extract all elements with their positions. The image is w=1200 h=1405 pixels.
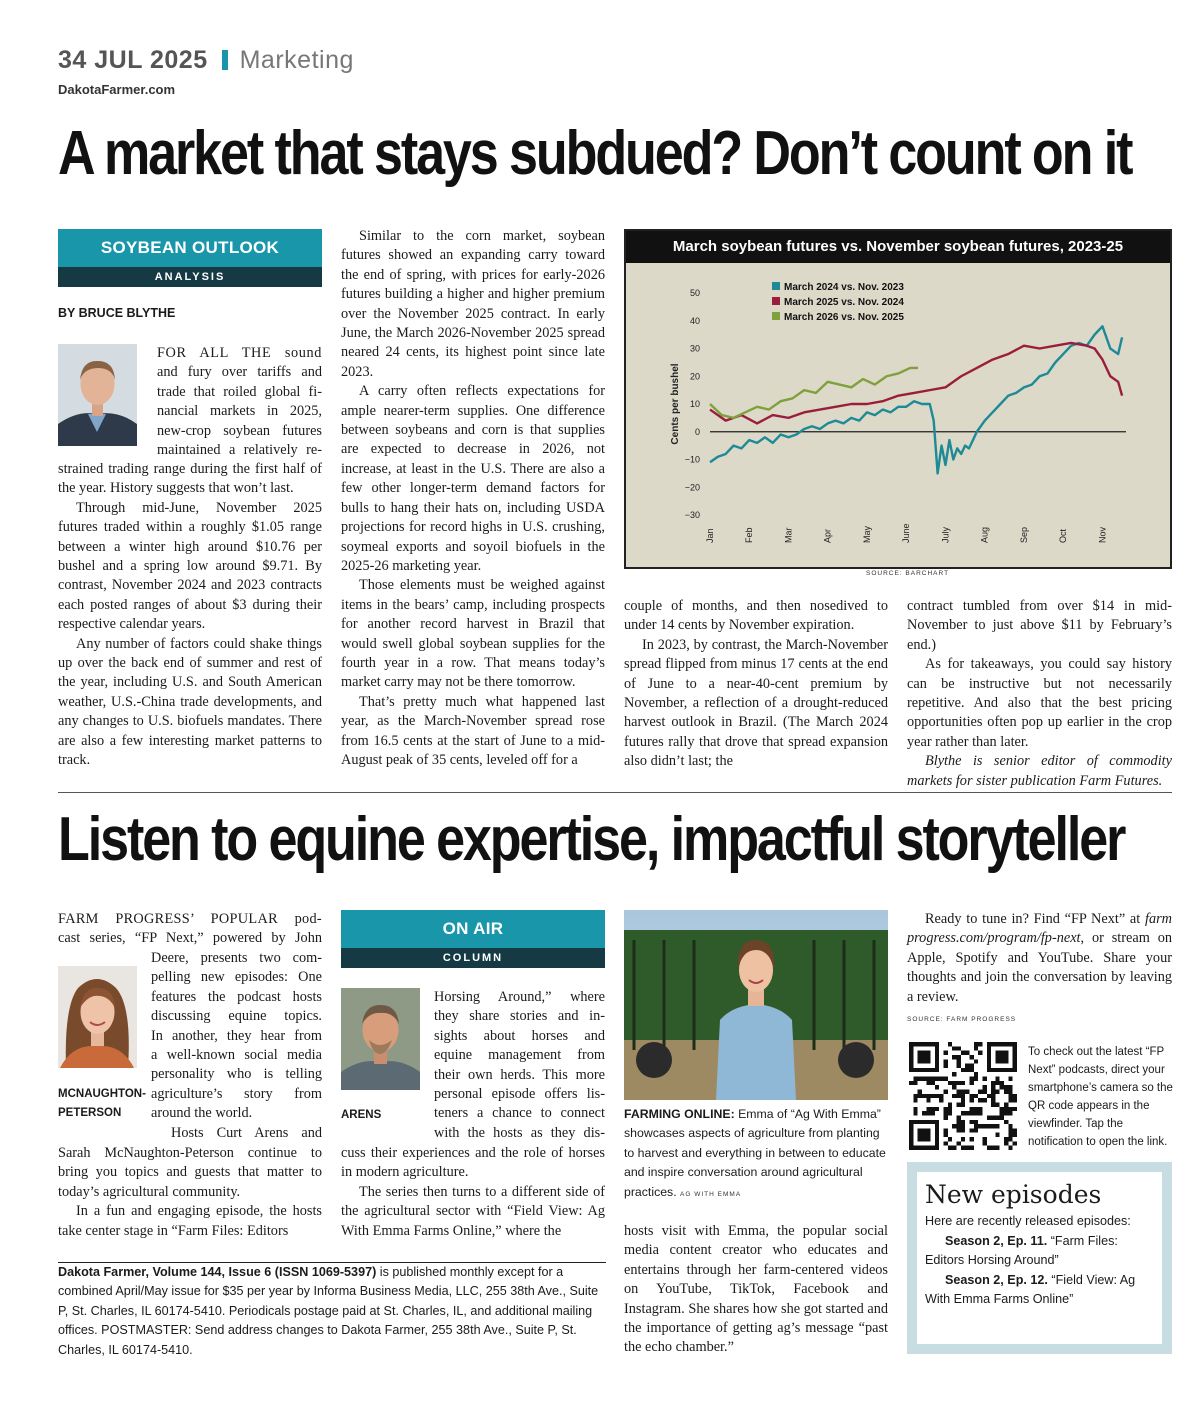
episode-item bbox=[925, 1271, 1154, 1310]
y-tick-label: 40 bbox=[689, 315, 700, 326]
story2-column1-bottom bbox=[58, 1144, 322, 1241]
chart-source: SOURCE: BARCHART bbox=[866, 570, 950, 577]
series-line bbox=[710, 326, 1122, 473]
box-title: New episodes bbox=[925, 1180, 1102, 1209]
paragraph: In 2023, by contrast, the March-November spread flipped from minus 17 cents at the end of June to a near-40-cent premium by November, a reflection of a drought-reduced harvest outlook in Brazil. (The March 2024 futures rally that drove that spread expansion also didn’t last; the bbox=[624, 636, 888, 770]
x-tick-label: May bbox=[861, 525, 872, 543]
masthead-text: is published monthly except for a combined April/May issue for $35 per year by Informa Business Media, LLC, 255 38th Ave., Suite P, St. Charles, IL 60174-5410. Periodicals postage paid at St. Charles, IL, and additional mailing offices. POSTMASTER: Send address changes to Dakota Farmer, 255 38th Ave., Suite P, St. Charles, IL 60174-5410. bbox=[58, 1265, 599, 1357]
story-divider bbox=[58, 792, 1172, 793]
badge-subtitle: ANALYSIS bbox=[58, 267, 322, 287]
fp-next-link[interactable]: farm progress.com/program/fp-next bbox=[907, 911, 1172, 947]
wrap-line: equine management from bbox=[434, 1047, 605, 1064]
paragraph: couple of months, and then nosedived to under 14 cents by November expiration. bbox=[624, 598, 888, 634]
legend-swatch bbox=[772, 312, 780, 320]
story1-column1 bbox=[58, 460, 322, 771]
lead-line: cast series, “FP Next,” powered by John bbox=[58, 930, 322, 947]
y-tick-label: 10 bbox=[689, 399, 700, 409]
badge-title: ON AIR bbox=[341, 910, 605, 948]
soybean-outlook-badge bbox=[58, 229, 322, 287]
wrap-line: trade that roiled global fi- bbox=[157, 383, 322, 400]
wrap-line: maintained a relatively re- bbox=[157, 442, 322, 459]
x-tick-label: Feb bbox=[744, 527, 755, 543]
photo-arens bbox=[341, 988, 420, 1090]
y-tick-label: −20 bbox=[684, 482, 700, 493]
wrap-line: around the world. bbox=[151, 1105, 253, 1122]
photo2-label: ARENS bbox=[341, 1109, 382, 1121]
chart-plot bbox=[626, 263, 1170, 567]
source-credit: SOURCE: FARM PROGRESS bbox=[907, 1016, 1017, 1023]
wrap-line: pelling new episodes: One bbox=[151, 969, 322, 986]
soybean-spread-chart bbox=[624, 229, 1172, 569]
legend-swatch bbox=[772, 282, 780, 290]
folio bbox=[58, 46, 354, 75]
wrap-line: Horsing Around,” where bbox=[434, 989, 605, 1005]
wrap-line: and fury over tariffs and bbox=[157, 364, 322, 381]
badge-title: SOYBEAN OUTLOOK bbox=[58, 229, 322, 267]
y-tick-label: −10 bbox=[684, 454, 700, 465]
paragraph: cuss their experiences and the role of horses in modern agriculture. bbox=[341, 1145, 605, 1181]
wrap-line: discussing equine topics. bbox=[151, 1008, 322, 1025]
legend-swatch bbox=[772, 297, 780, 305]
issue-date: JUL 2025 bbox=[94, 46, 208, 74]
x-tick-label: Nov bbox=[1097, 526, 1108, 543]
x-tick-label: Aug bbox=[979, 526, 990, 543]
page-number: 34 bbox=[58, 46, 87, 74]
photo-mcnaughton-peterson bbox=[58, 966, 137, 1068]
wrap-line: FOR ALL THE sound bbox=[157, 345, 322, 361]
wrap-line: sights about horses and bbox=[434, 1027, 605, 1044]
story2-column2-bottom bbox=[341, 1144, 605, 1241]
publication-masthead bbox=[58, 1262, 606, 1360]
episode-title: “Field View: Ag With Emma Farms Online” bbox=[925, 1272, 1136, 1306]
caption-label: FARMING ONLINE: bbox=[624, 1107, 735, 1121]
caption-credit: AG WITH EMMA bbox=[680, 1190, 742, 1198]
story2-column1-top bbox=[58, 910, 322, 949]
caption-text: Emma of “Ag With Emma” showcases aspects of agriculture from planting to harvest and everything in between to educate and inspire conversation around agricultural practices. bbox=[624, 1107, 886, 1199]
y-tick-label: 20 bbox=[689, 371, 700, 382]
paragraph bbox=[907, 910, 1172, 1007]
x-tick-label: Jan bbox=[705, 528, 715, 543]
wrap-line: a well-known social media bbox=[151, 1047, 322, 1064]
x-tick-label: June bbox=[901, 523, 912, 543]
story2-column1-wrap bbox=[151, 949, 322, 1143]
column1-wrap-text bbox=[157, 344, 322, 460]
paragraph: In a fun and engaging episode, the hosts take center stage in “Farm Files: Editors bbox=[58, 1203, 322, 1239]
y-tick-label: 30 bbox=[689, 343, 700, 354]
chart-title: March soybean futures vs. November soybean futures, 2023-25 bbox=[626, 231, 1170, 263]
story1-column4 bbox=[907, 597, 1172, 791]
qr-instructions: To check out the latest “FP Next” podcasts, direct your smartphone’s camera so the QR code appears in the viewfinder. Tap the notification to open the link. bbox=[1028, 1046, 1173, 1148]
paragraph: hosts visit with Emma, the popular social media content creator who educates and entertains through her farm-centered videos on YouTube, TikTok, Facebook and Instagram. She shares how she got started and the importance of getting ag’s message “past the echo chamber.” bbox=[624, 1223, 888, 1356]
photo-caption bbox=[624, 1105, 888, 1204]
headline-2: Listen to equine expertise, impactful storyteller bbox=[58, 805, 1125, 874]
wrap-line: teners a chance to connect bbox=[434, 1105, 605, 1122]
wrap-line: personal episode offers lis- bbox=[434, 1086, 605, 1103]
y-tick-label: 50 bbox=[689, 288, 700, 298]
wrap-line: agriculture’s story from bbox=[151, 1085, 322, 1102]
episode-label: Season 2, Ep. 12. bbox=[945, 1272, 1048, 1287]
tune-in-text: Ready to tune in? Find “FP Next” at bbox=[925, 911, 1145, 927]
wrap-line: new-crop soybean futures bbox=[157, 422, 322, 439]
qr-code[interactable] bbox=[909, 1042, 1017, 1150]
paragraph: Sarah McNaughton-Peterson continue to bring you topics and guests that matter to today’s agricultural community. bbox=[58, 1145, 322, 1200]
paragraph: The series then turns to a different side of the agricultural sector with “Field View: Ag With Emma Farms Online,” where the bbox=[341, 1183, 605, 1239]
wrap-line: features the podcast hosts bbox=[151, 988, 322, 1005]
paragraph: As for takeaways, you could say history can be instructive but not necessarily repetitive. And also that the best pricing opportunities often pop up earlier in the crop year rather than later. bbox=[907, 656, 1172, 750]
paragraph: Similar to the corn market, soybean futures showed an expanding carry toward the end of spring, with prices for early-2026 futures building a higher and higher premium over the November 2025 contract. In early June, the March 2026-November 2025 spread neared 24 cents, its highest point since late 2023. bbox=[341, 228, 605, 380]
wrap-line: their own herds. This more bbox=[434, 1066, 605, 1083]
series-line bbox=[710, 343, 1122, 423]
wrap-line: nancial markets in 2025, bbox=[157, 403, 322, 420]
new-episodes-box bbox=[907, 1162, 1172, 1354]
legend-label: March 2025 vs. Nov. 2024 bbox=[784, 297, 904, 308]
wrap-line: with the hosts as they dis- bbox=[434, 1124, 605, 1141]
y-axis-label: Cents per bushel bbox=[670, 363, 681, 445]
masthead-title: Dakota Farmer, Volume 144, Issue 6 (ISSN 1069-5397) bbox=[58, 1265, 377, 1279]
x-tick-label: Mar bbox=[783, 527, 794, 543]
lead-line: FARM PROGRESS’ POPULAR pod- bbox=[58, 911, 322, 927]
story2-column2-wrap bbox=[434, 988, 605, 1143]
wrap-line: Hosts Curt Arens and bbox=[171, 1124, 322, 1141]
episode-title: “Farm Files: Editors Horsing Around” bbox=[925, 1233, 1118, 1267]
site-url: DakotaFarmer.com bbox=[58, 82, 176, 97]
on-air-badge bbox=[341, 910, 605, 968]
story2-column3 bbox=[624, 1222, 888, 1358]
paragraph: Any number of factors could shake things up over the back end of summer and rest of the year, including U.S. and South American weather, U.S.-China trade developments, and any changes to U.S. biofuels mandates. There are also a few interesting market patterns to track. bbox=[58, 635, 322, 769]
box-intro: Here are recently released episodes: bbox=[925, 1214, 1131, 1228]
author-photo-blythe bbox=[58, 344, 137, 446]
legend-label: March 2024 vs. Nov. 2023 bbox=[784, 282, 904, 293]
wrap-line: Deere, presents two com- bbox=[151, 950, 322, 966]
badge-subtitle: COLUMN bbox=[341, 948, 605, 968]
author-bio: Blythe is senior editor of commodity markets for sister publication Farm Futures. bbox=[907, 753, 1172, 789]
story2-column4 bbox=[907, 910, 1172, 1007]
paragraph: strained trading range during the first half of the year. History suggests that won’t last. bbox=[58, 461, 322, 497]
paragraph: contract tumbled from over $14 in mid-November to just above $11 by February’s end.) bbox=[907, 598, 1172, 653]
x-tick-label: Sep bbox=[1018, 526, 1029, 543]
headline-1: A market that stays subdued? Don’t count on it bbox=[58, 119, 1132, 188]
x-tick-label: Apr bbox=[822, 528, 833, 543]
paragraph: Through mid-June, November 2025 futures traded within a roughly $1.05 range between a winter high around $10.76 per bushel and a spring low around $9.71. By contrast, November 2024 and 2023 contracts each posted ranges of about $3 during their respective calendar years. bbox=[58, 499, 322, 633]
legend-label: March 2026 vs. Nov. 2025 bbox=[784, 312, 904, 323]
x-tick-label: July bbox=[940, 526, 951, 543]
y-tick-label: −30 bbox=[684, 510, 700, 520]
story1-column3 bbox=[624, 597, 888, 772]
wrap-line: In another, they hear from bbox=[151, 1027, 322, 1044]
folio-divider bbox=[222, 50, 228, 70]
photo1-label: MCNAUGHTON-PETERSON bbox=[58, 1088, 146, 1119]
wrap-line: personality who is telling bbox=[151, 1066, 322, 1083]
x-tick-label: Oct bbox=[1058, 528, 1069, 543]
paragraph: That’s pretty much what happened last year, as the March-November spread rose from 16.5 cents at the start of June to a mid-August peak of 35 cents, leveled off for a bbox=[341, 693, 605, 768]
paragraph: Those elements must be weighed against items in the bears’ camp, including prospects for another record harvest in Brazil that would swell global soybean supplies for the fourth year in a row. That means today’s market carry may not be there tomorrow. bbox=[341, 577, 605, 691]
y-tick-label: 0 bbox=[694, 426, 700, 437]
episode-label: Season 2, Ep. 11. bbox=[945, 1233, 1048, 1248]
byline: BY BRUCE BLYTHE bbox=[58, 306, 176, 320]
section-name: Marketing bbox=[239, 46, 354, 74]
tune-in-text-end: , or stream on Apple, Spotify and YouTube. Share your thoughts and join the conversation by leaving a review. bbox=[907, 930, 1172, 1005]
wrap-line: they share stories and in- bbox=[434, 1008, 605, 1025]
photo-emma-farm bbox=[624, 910, 888, 1100]
paragraph: A carry often reflects expectations for ample nearer-term supplies. One difference between soybeans and corn is that supplies are expected to decrease in 2026, not increase, at least in the U.S. There are also a few other longer-term demand factors for bulls to hang their hats on, including USDA projections for record highs in U.S. crushing, soymeal exports and soyoil biofuels in the 2025-26 marketing year. bbox=[341, 383, 605, 574]
story1-column2 bbox=[341, 227, 605, 770]
episode-item bbox=[925, 1232, 1154, 1271]
